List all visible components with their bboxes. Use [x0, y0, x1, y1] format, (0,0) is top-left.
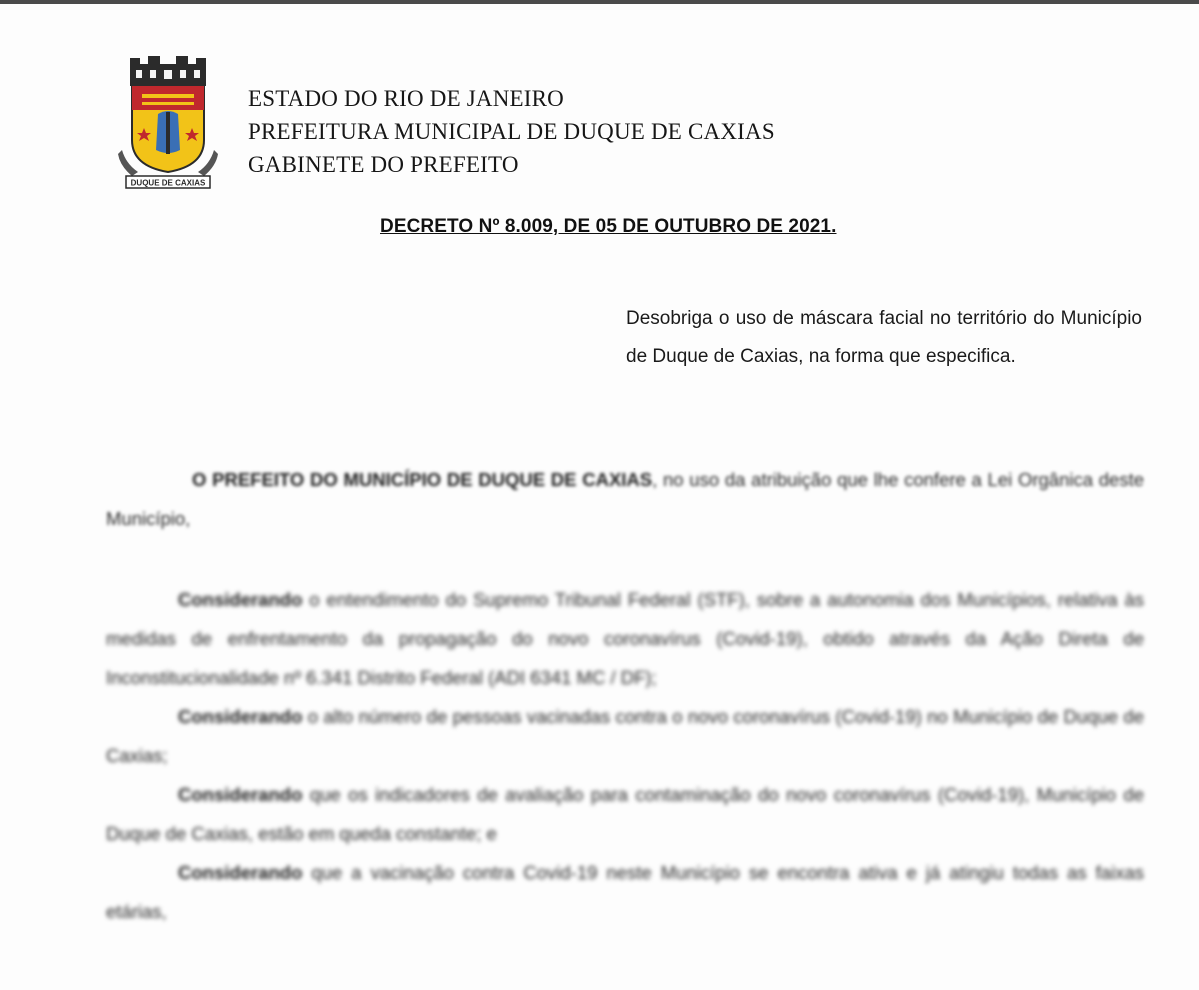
crest-ribbon-label: DUQUE DE CAXIAS [130, 178, 206, 188]
considerando-lead: Considerando [178, 589, 303, 610]
considerando-paragraph [106, 697, 1144, 775]
considerando-lead: Considerando [178, 784, 303, 805]
shield-icon [132, 86, 204, 172]
considerando-lead: Considerando [178, 706, 303, 727]
institution-header [248, 82, 775, 181]
considerando-text: o alto número de pessoas vacinadas contra o novo coronavírus (Covid-19) no Município de Duque de Caxias; [106, 706, 1144, 766]
city-hall-name: PREFEITURA MUNICIPAL DE DUQUE DE CAXIAS [248, 119, 775, 144]
intro-text: , no uso da atribuição que lhe confere a Lei Orgânica deste Município, [106, 469, 1145, 529]
decree-body [106, 460, 1144, 931]
considerando-text: que a vacinação contra Covid-19 neste Município se encontra ativa e já atingiu todas as faixas etárias, [106, 862, 1144, 922]
crest-ribbon [126, 176, 210, 188]
decree-title: DECRETO Nº 8.009, DE 05 DE OUTUBRO DE 2021. [380, 216, 837, 237]
office-name: GABINETE DO PREFEITO [248, 152, 519, 177]
intro-paragraph [106, 460, 1144, 538]
considerando-text: o entendimento do Supremo Tribunal Federal (STF), sobre a autonomia dos Municípios, relativa às medidas de enfrentamento da propagação do novo coronavírus (Covid-19), obtido através da Ação Direta de Inconstitucionalidade nº 6.341 Distrito Federal (ADI 6341 MC / DF); [106, 589, 1144, 688]
decree-summary: Desobriga o uso de máscara facial no território do Município de Duque de Caxias, na forma que especifica. [626, 308, 1142, 367]
considerando-paragraph [106, 853, 1144, 931]
crown-icon [130, 56, 206, 86]
considerando-paragraph [106, 580, 1144, 697]
document-page [0, 4, 1199, 990]
considerando-lead: Considerando [178, 862, 303, 883]
state-name: ESTADO DO RIO DE JANEIRO [248, 86, 564, 111]
intro-lead: O PREFEITO DO MUNICÍPIO DE DUQUE DE CAXIAS [192, 469, 653, 490]
considerando-paragraph [106, 775, 1144, 853]
municipal-crest-logo [118, 54, 218, 194]
considerando-text: que os indicadores de avaliação para contaminação do novo coronavírus (Covid-19), Município de Duque de Caxias, estão em queda constante; e [106, 784, 1144, 844]
